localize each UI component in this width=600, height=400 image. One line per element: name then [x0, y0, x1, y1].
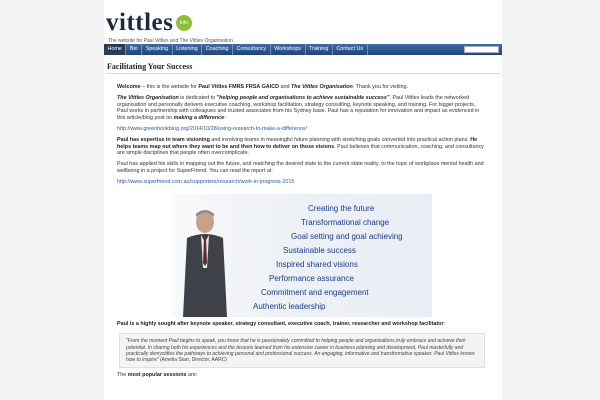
organisation-paragraph: The Vittles Organisation is dedicated to "helping people and organisations to achieve sustainable success". Paul Vittles leads the networked organisation and personally delivers executive coaching, workshop facilitation, strategy consulting, keynote speaking, and training. For bigger projects, Paul works in partnership with colleagues and trusted associates from his Sydney base. Paul has a reputation for innovation and impact as evidenced in this article/blog post on making a difference:: [117, 94, 480, 122]
banner-line: Authentic leadership: [253, 301, 326, 311]
nav-consultancy[interactable]: Consultancy: [233, 44, 271, 55]
banner-line: Goal setting and goal achieving: [291, 231, 403, 241]
nav-coaching[interactable]: Coaching: [202, 44, 233, 55]
main-content: [117, 84, 487, 383]
page-container: [104, 0, 502, 400]
site-tagline: The website for Paul Vittles and The Vittles Organisation: [108, 38, 233, 44]
nav-speaking[interactable]: Speaking: [142, 44, 172, 55]
banner-line: Creating the future: [308, 203, 375, 213]
greenbook-link[interactable]: http://www.greenbookblog.org/2014/10/28/using-research-to-make-a-difference/: [117, 125, 307, 132]
nav-home[interactable]: Home: [104, 44, 126, 55]
main-nav: [104, 44, 502, 55]
search-input[interactable]: [464, 46, 499, 53]
banner-line: Commitment and engagement: [261, 287, 369, 297]
superfriend-paragraph: Paul has applied his skills in mapping out the future, and matching the desired state to the current state reality, to the topic of workplace mental health and wellbeing in a project for SuperFriend. You can read the report at:: [117, 161, 484, 174]
nav-training[interactable]: Training: [306, 44, 333, 55]
popular-sessions-paragraph: The most popular sessions are:: [117, 372, 198, 379]
welcome-paragraph: Welcome – this is the website for Paul Vittles FMRS FRSA GAICD and The Vittles Organisation. Thank you for visiting.: [117, 84, 409, 90]
site-logo[interactable]: vittles: [106, 9, 174, 36]
banner-line: Sustainable success: [283, 245, 356, 255]
title-divider: [106, 73, 500, 74]
banner-line: Performance assurance: [269, 273, 354, 283]
logo-badge-icon: info: [176, 15, 192, 31]
speaker-photo: [179, 208, 231, 317]
testimonial-quote: "From the moment Paul begins to speak, you know that he is passionately committed to helping people and organisations truly embrace and achieve their potential. In sharing both his experiences and the lessons learned from his extensive career in business planning and development, Paul masterfully and practically demystifies the pathways to achieving personal and professional success. An engaging, informative and transformative speaker. Paul Vittles knows how to inspire" (Amelia Starr, Director, AARC): [119, 333, 485, 368]
page-title: Facilitating Your Success: [107, 62, 193, 71]
visioning-paragraph: Paul has expertise in team visioning and involving teams in meaningful future planning with stretching goals converted into practical action plans. He helps teams map out where they want to be and then how to deliver on those visions. Paul believes that communication, coaching, and consultancy are simple disciplines that people often overcomplicate.: [117, 136, 484, 157]
nav-contact-us[interactable]: Contact Us: [333, 44, 368, 55]
banner-line: Inspired shared visions: [276, 259, 358, 269]
nav-workshops[interactable]: Workshops: [271, 44, 306, 55]
banner-line: Transformational change: [301, 217, 390, 227]
nav-listening[interactable]: Listening: [173, 44, 203, 55]
superfriend-link[interactable]: http://www.superfriend.com.au/supporters/research/work-in-progress-2015: [117, 178, 295, 185]
speaker-paragraph: Paul is a highly sought after keynote speaker, strategy consultant, executive coach, trainer, researcher and workshop facilitator:: [117, 320, 446, 327]
services-banner-image: [173, 194, 432, 317]
nav-bio[interactable]: Bio: [126, 44, 142, 55]
